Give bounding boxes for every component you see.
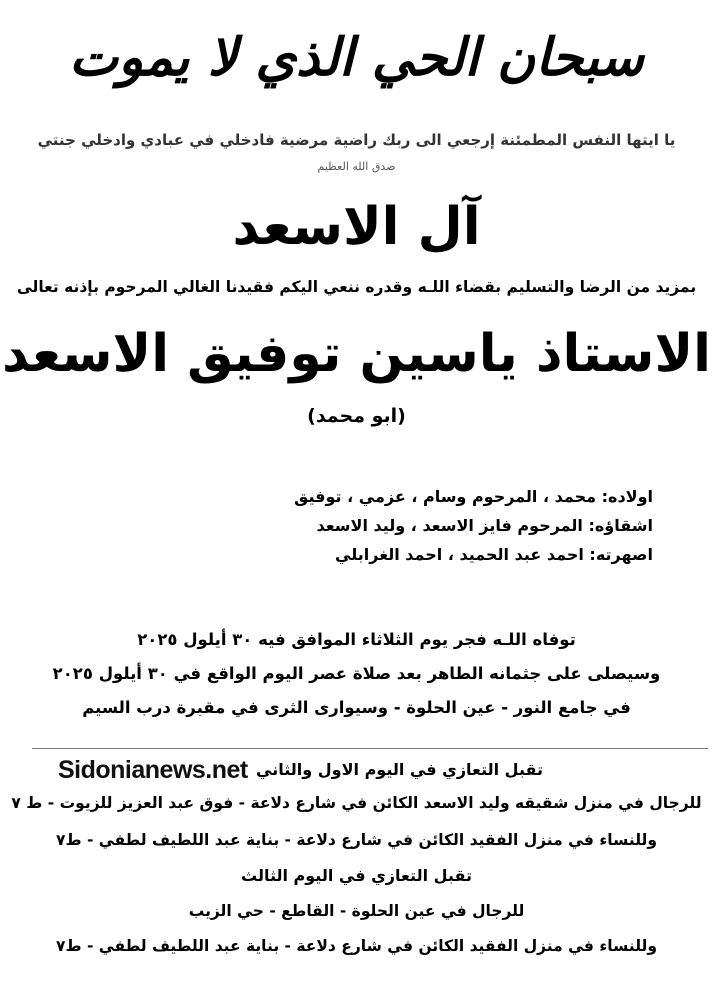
- death-details-block: [0, 626, 713, 722]
- verse-text: يا ايتها النفس المطمئنة إرجعي الى ربك راضية مرضية فادخلي في عبادي وادخلي جنتي: [37, 131, 676, 149]
- family-name: آل الاسعد: [232, 197, 481, 257]
- relatives-line: اولاده: محمد ، المرحوم وسام ، عزمي ، توفيق: [294, 487, 653, 506]
- divider: [32, 748, 708, 749]
- condolences-day3-title: تقبل التعازي في اليوم الثالث: [241, 866, 472, 885]
- verse-closing: صدق الله العظيم: [317, 160, 396, 173]
- condolences-line: للرجال في عين الحلوة - القاطع - حي الزيب: [188, 902, 525, 920]
- death-details-line: وسيصلى على جثمانه الطاهر بعد صلاة عصر اليوم الواقع في ٣٠ أيلول ٢٠٢٥: [52, 664, 661, 683]
- relatives-line: اصهرته: احمد عبد الحميد ، احمد الغرابلي: [335, 545, 653, 564]
- announcement-text: بمزيد من الرضا والتسليم بقضاء اللـه وقدره ننعي اليكم فقيدنا الغالي المرحوم بإذنه تعالى: [16, 278, 697, 296]
- condolences-line: وللنساء في منزل الفقيد الكائن في شارع دلاعة - بناية عبد اللطيف لطفي - ط٧: [56, 831, 657, 849]
- deceased-name: الاستاذ ياسين توفيق الاسعد: [2, 324, 711, 384]
- kunya: (ابو محمد): [307, 405, 406, 427]
- relatives-line: اشقاؤه: المرحوم فايز الاسعد ، وليد الاسعد: [316, 516, 653, 535]
- watermark: Sidonianews.net: [58, 756, 248, 784]
- calligraphy-title: سبحان الحي الذي لا يموت: [69, 27, 644, 88]
- relatives-block: [93, 485, 653, 567]
- condolences-line: وللنساء في منزل الفقيد الكائن في شارع دلاعة - بناية عبد اللطيف لطفي - ط٧: [56, 937, 657, 955]
- condolences-line: للرجال في منزل شقيقه وليد الاسعد الكائن في شارع دلاعة - فوق عبد العزيز للزيوت - ط ٧: [11, 794, 702, 812]
- condolences-day12-title: تقبل التعازي في اليوم الاول والثاني: [256, 760, 543, 779]
- death-details-line: في جامع النور - عين الحلوة - وسيوارى الثرى في مقبرة درب السيم: [82, 698, 631, 717]
- death-details-line: توفاه اللـه فجر يوم الثلاثاء الموافق فيه ٣٠ أيلول ٢٠٢٥: [137, 630, 576, 649]
